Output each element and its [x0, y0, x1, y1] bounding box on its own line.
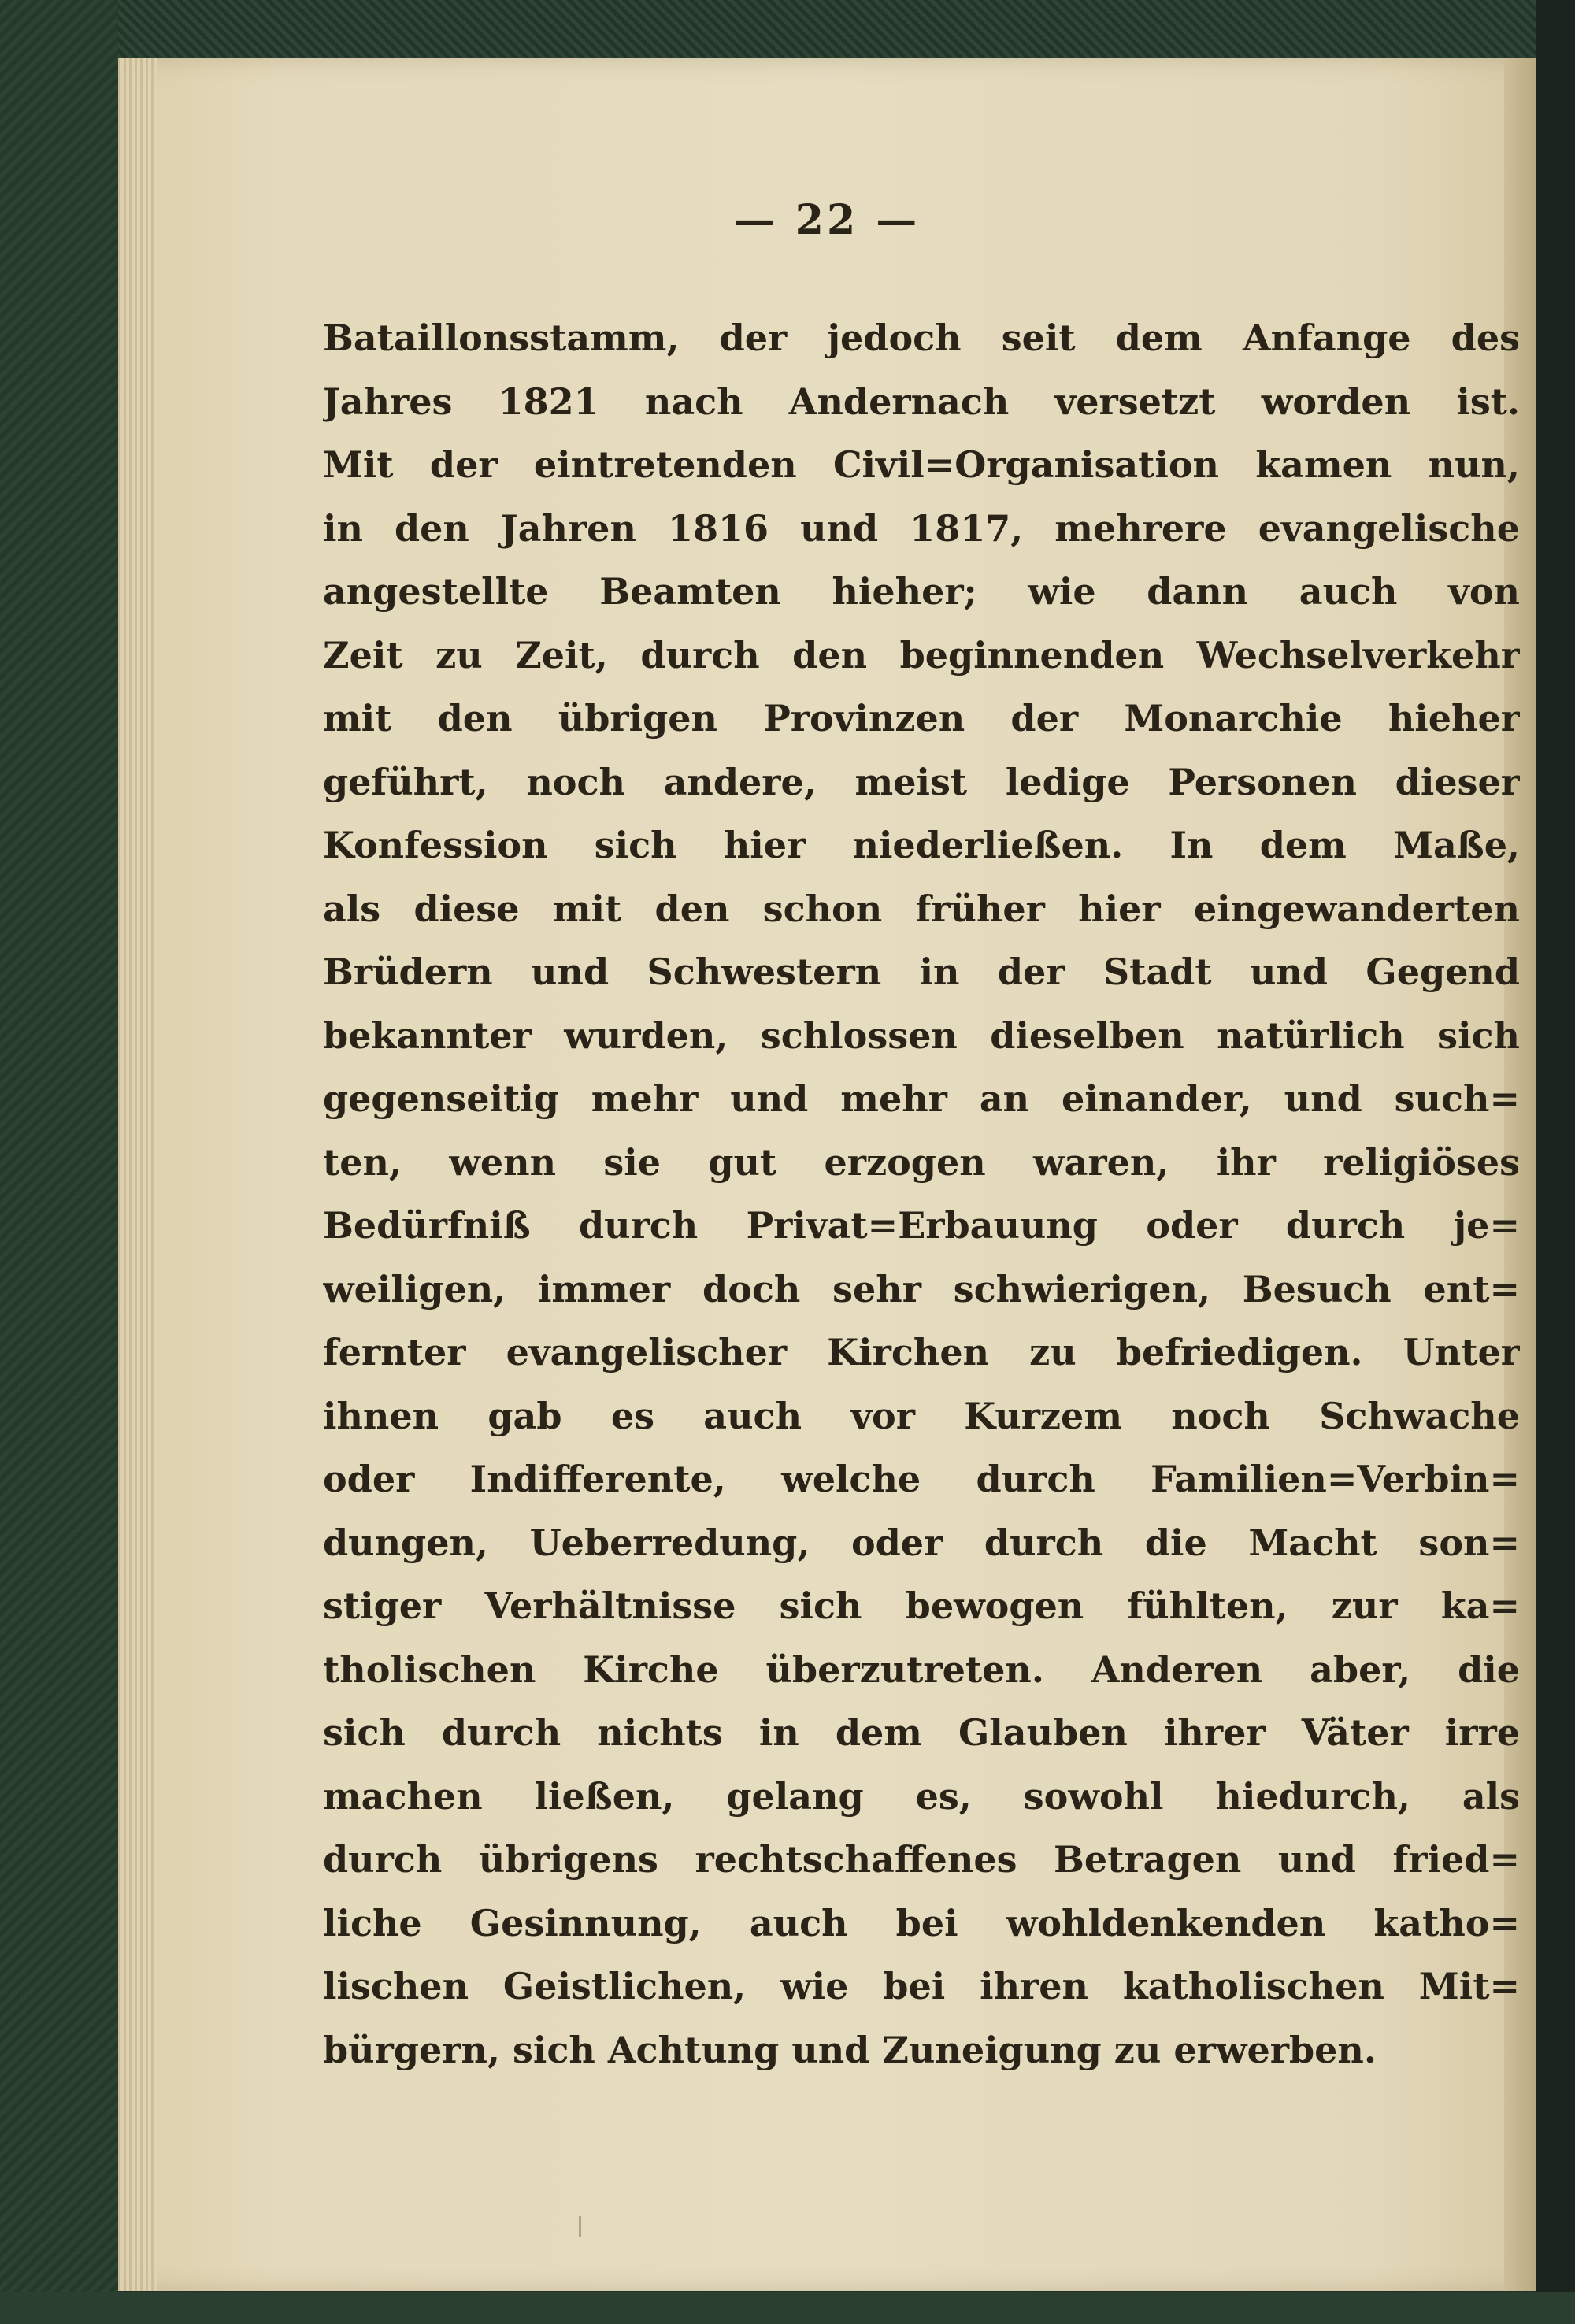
text-line: Zeit zu Zeit, durch den beginnenden Wechselverkehr — [323, 633, 1520, 676]
text-line: als diese mit den schon früher hier eingewanderten — [323, 887, 1520, 930]
book-cover-right — [1536, 0, 1575, 2324]
text-line: bürgern, sich Achtung und Zuneigung zu erwerben. — [323, 2028, 1377, 2071]
text-line: machen ließen, gelang es, sowohl hiedurch, als — [323, 1774, 1520, 1818]
text-line: Konfession sich hier niederließen. In dem Maße, — [323, 824, 1520, 866]
body-text — [323, 306, 1520, 2081]
book-cover-bottom — [0, 2292, 1575, 2324]
text-line: Bataillonsstamm, der jedoch seit dem Anfange des — [323, 317, 1520, 359]
text-line: Jahres 1821 nach Andernach versetzt worden ist. — [323, 380, 1520, 423]
text-line: stiger Verhältnisse sich bewogen fühlten, zur ka= — [323, 1585, 1520, 1627]
text-line: lischen Geistlichen, wie bei ihren katholischen Mit= — [323, 1965, 1520, 2007]
text-line: Mit der eintretenden Civil=Organisation kamen nun, — [323, 443, 1520, 486]
text-line: liche Gesinnung, auch bei wohldenkenden katho= — [323, 1901, 1520, 1944]
page-number-header: — 22 — — [733, 196, 921, 244]
page-edges — [118, 58, 158, 2291]
text-line: tholischen Kirche überzutreten. Anderen aber, die — [323, 1648, 1520, 1691]
text-line: geführt, noch andere, meist ledige Personen dieser — [323, 760, 1520, 803]
text-line: bekannter wurden, schlossen dieselben natürlich sich — [323, 1014, 1520, 1057]
book-cover-top — [0, 0, 1575, 63]
text-line: dungen, Ueberredung, oder durch die Macht son= — [323, 1521, 1520, 1564]
text-line: mit den übrigen Provinzen der Monarchie hieher — [323, 697, 1520, 739]
book-cover-left — [0, 0, 118, 2324]
text-line: Brüdern und Schwestern in der Stadt und Gegend — [323, 951, 1520, 993]
text-line: angestellte Beamten hieher; wie dann auch von — [323, 570, 1520, 613]
text-line: fernter evangelischer Kirchen zu befriedigen. Unter — [323, 1331, 1520, 1373]
text-line: gegenseitig mehr und mehr an einander, und such= — [323, 1077, 1520, 1120]
text-line: durch übrigens rechtschaffenes Betragen und fried= — [323, 1838, 1520, 1881]
text-line: ten, wenn sie gut erzogen waren, ihr religiöses — [323, 1140, 1520, 1184]
text-line: ihnen gab es auch vor Kurzem noch Schwache — [323, 1394, 1520, 1437]
text-line: Bedürfniß durch Privat=Erbauung oder durch je= — [323, 1204, 1520, 1247]
text-line: in den Jahren 1816 und 1817, mehrere evangelische — [323, 506, 1520, 550]
text-line: oder Indifferente, welche durch Familien=Verbin= — [323, 1458, 1520, 1500]
text-line: weiligen, immer doch sehr schwierigen, Besuch ent= — [323, 1267, 1520, 1310]
text-line: sich durch nichts in dem Glauben ihrer Väter irre — [323, 1711, 1520, 1754]
book-page — [118, 58, 1536, 2291]
pencil-mark — [579, 2216, 581, 2237]
